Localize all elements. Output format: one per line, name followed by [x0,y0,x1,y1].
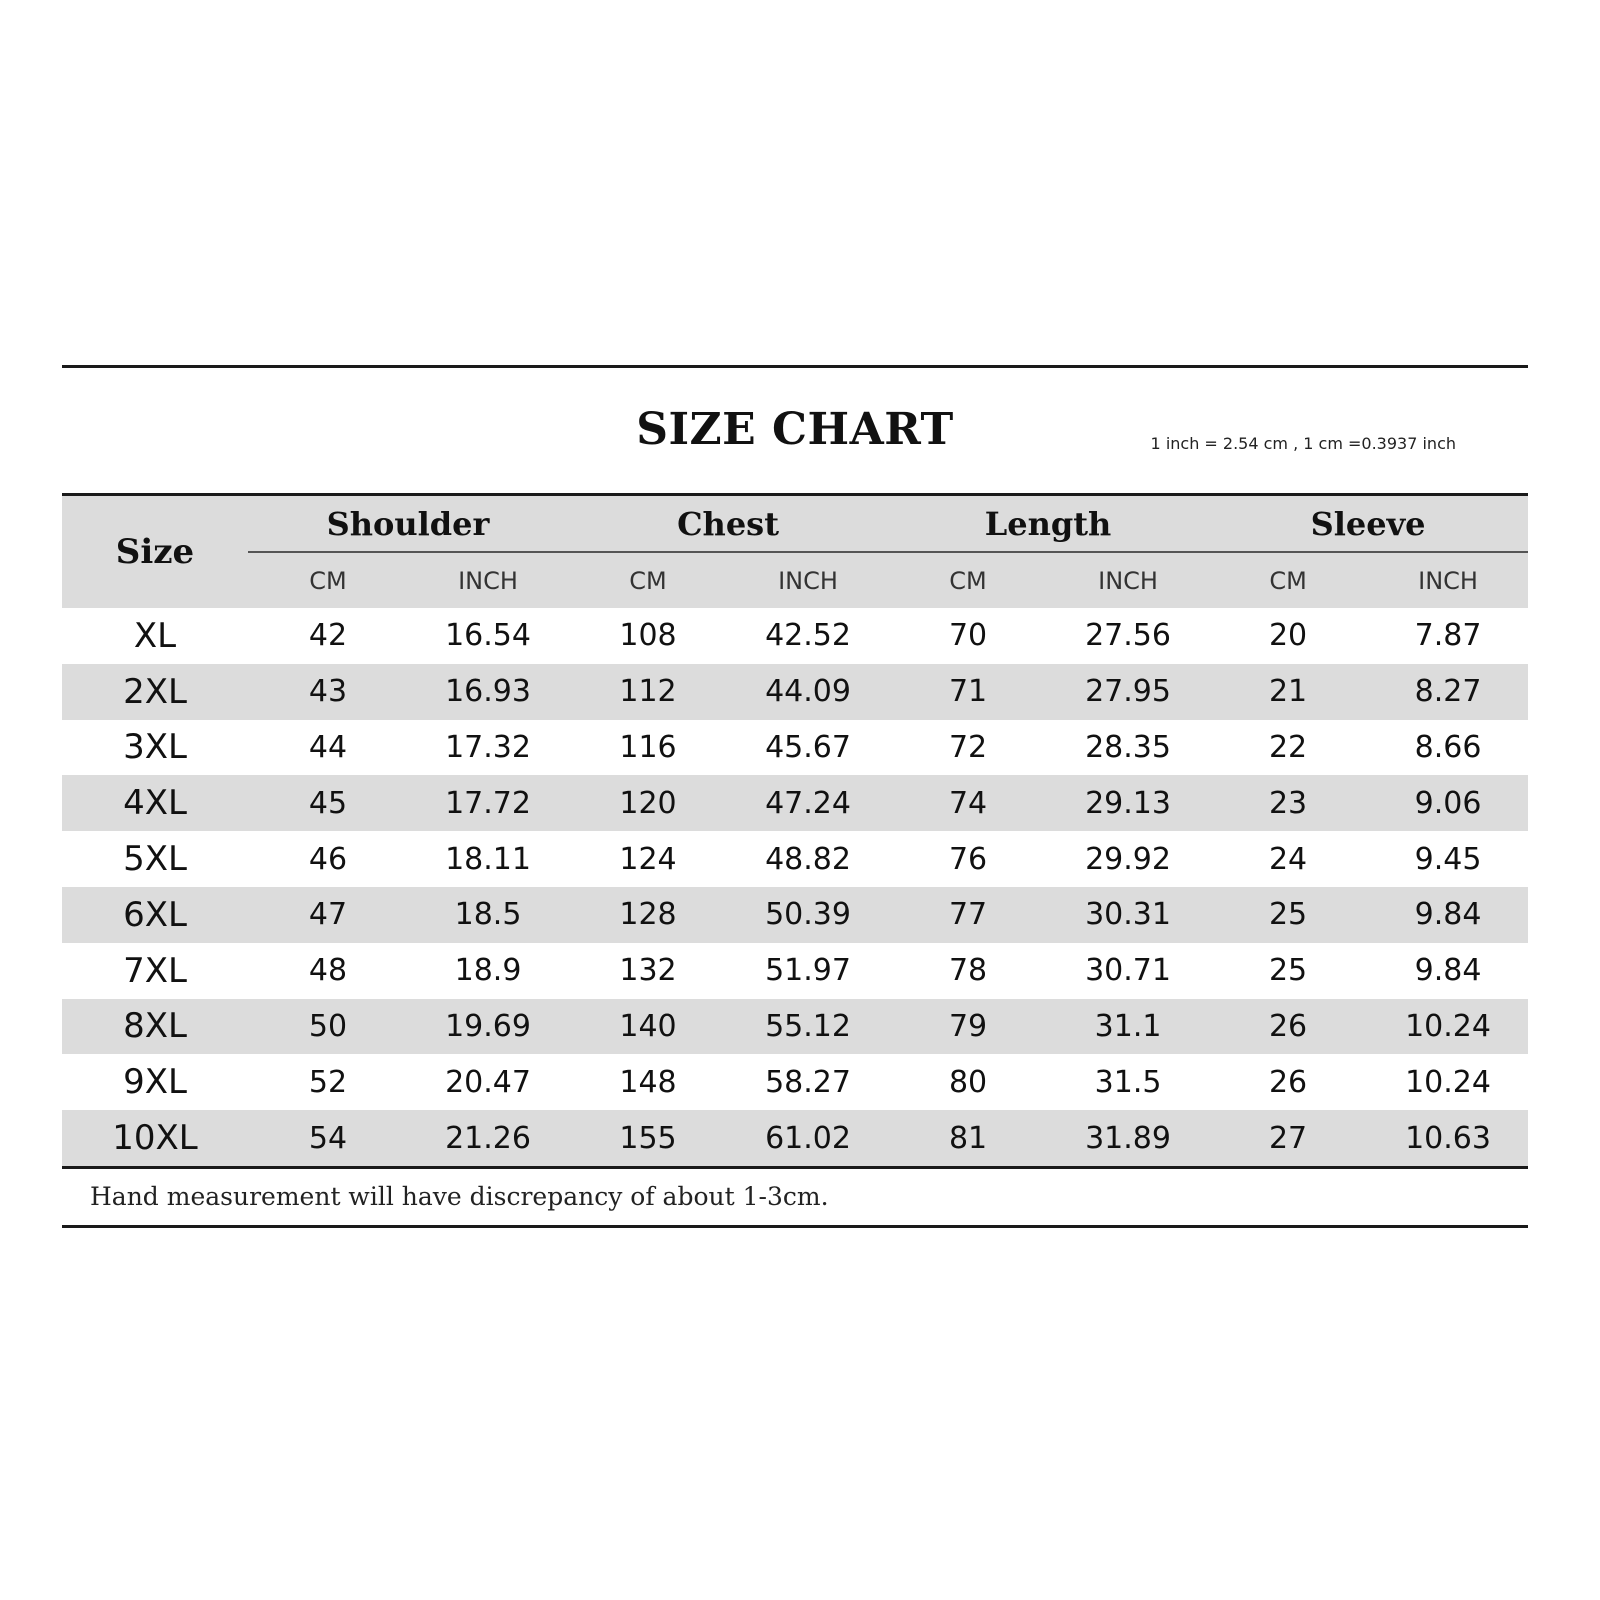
chest-inch-cell: 55.12 [728,999,888,1055]
size-cell: 10XL [62,1110,248,1167]
chest-inch-cell: 58.27 [765,1064,851,1100]
size-cell: XL [133,615,177,656]
chest-cm-cell: 155 [568,1110,728,1167]
length-inch-cell: 27.95 [1048,664,1208,720]
table-row [62,664,1528,720]
table-row [62,608,1528,664]
length-inch-cell: 29.13 [1048,775,1208,831]
shoulder-cm-cell: 47 [248,887,408,943]
table-row [62,1054,1528,1110]
unit-conversion-note: 1 inch = 2.54 cm , 1 cm =0.3937 inch [1150,434,1456,453]
length-inch-header: INCH [1048,552,1208,608]
table-row [62,943,1528,999]
shoulder-inch-header: INCH [408,552,568,608]
unit-header-row [62,552,1528,608]
table-row [62,1110,1528,1167]
table-header [62,495,1528,609]
sleeve-inch-header: INCH [1368,552,1528,608]
sleeve-inch-cell: 9.06 [1368,775,1528,831]
shoulder-cm-cell: 48 [308,953,348,989]
shoulder-cm-cell: 45 [248,775,408,831]
shoulder-inch-cell: 17.72 [408,775,568,831]
length-inch-cell: 28.35 [1085,729,1171,765]
table-row [62,831,1528,887]
shoulder-cm-cell: 54 [248,1110,408,1167]
shoulder-inch-cell: 19.69 [408,999,568,1055]
length-cm-cell: 77 [888,887,1048,943]
chest-cm-cell: 120 [568,775,728,831]
chest-inch-cell: 50.39 [728,887,888,943]
chest-inch-cell: 45.67 [765,729,851,765]
chest-inch-cell: 51.97 [765,953,851,989]
sleeve-inch-cell: 9.45 [1414,841,1482,877]
size-cell: 7XL [123,950,187,991]
shoulder-inch-cell: 16.54 [445,618,531,654]
size-cell: 3XL [123,727,187,768]
chest-cm-cell: 108 [619,618,677,654]
shoulder-cm-cell: 42 [308,618,348,654]
table-row [62,720,1528,776]
length-header: Length [888,495,1208,553]
length-cm-cell: 71 [888,664,1048,720]
chest-inch-cell: 42.52 [765,618,851,654]
shoulder-cm-header: CM [248,552,408,608]
shoulder-inch-cell: 16.93 [408,664,568,720]
chest-cm-cell: 148 [619,1064,677,1100]
length-cm-cell: 78 [948,953,988,989]
length-cm-cell: 74 [888,775,1048,831]
chest-cm-cell: 140 [568,999,728,1055]
length-cm-cell: 79 [888,999,1048,1055]
size-cell: 9XL [123,1062,187,1103]
length-inch-cell: 29.92 [1085,841,1171,877]
shoulder-header: Shoulder [248,495,568,553]
measure-header-row [62,495,1528,553]
sleeve-cm-cell: 25 [1268,953,1308,989]
sleeve-inch-cell: 10.24 [1368,999,1528,1055]
length-cm-cell: 81 [888,1110,1048,1167]
chest-inch-header: INCH [728,552,888,608]
sleeve-cm-cell: 26 [1208,999,1368,1055]
length-inch-cell: 31.1 [1048,999,1208,1055]
size-cell: 6XL [62,887,248,943]
sleeve-inch-cell: 8.27 [1368,664,1528,720]
size-column-header: Size [62,495,248,609]
shoulder-cm-cell: 44 [308,729,348,765]
chest-header: Chest [568,495,888,553]
sleeve-inch-cell: 7.87 [1414,618,1482,654]
length-cm-cell: 72 [948,729,988,765]
sleeve-header: Sleeve [1208,495,1528,553]
sleeve-cm-cell: 24 [1268,841,1308,877]
sleeve-cm-cell: 27 [1208,1110,1368,1167]
shoulder-inch-cell: 17.32 [445,729,531,765]
chest-cm-cell: 132 [619,953,677,989]
shoulder-cm-cell: 52 [308,1064,348,1100]
shoulder-inch-cell: 18.5 [408,887,568,943]
table-body [62,608,1528,1167]
length-inch-cell: 31.89 [1048,1110,1208,1167]
length-inch-cell: 30.71 [1085,953,1171,989]
chest-cm-cell: 116 [619,729,677,765]
sleeve-cm-cell: 26 [1268,1064,1308,1100]
sleeve-cm-cell: 23 [1208,775,1368,831]
shoulder-inch-cell: 21.26 [408,1110,568,1167]
shoulder-cm-cell: 43 [248,664,408,720]
size-cell: 2XL [62,664,248,720]
sleeve-inch-cell: 9.84 [1368,887,1528,943]
chest-inch-cell: 47.24 [728,775,888,831]
size-chart [62,365,1528,1228]
chest-cm-header: CM [568,552,728,608]
length-inch-cell: 31.5 [1094,1064,1162,1100]
length-inch-cell: 30.31 [1048,887,1208,943]
length-cm-cell: 76 [948,841,988,877]
shoulder-cm-cell: 50 [248,999,408,1055]
bottom-rule [62,1225,1528,1228]
size-cell: 8XL [62,999,248,1055]
sleeve-cm-cell: 25 [1208,887,1368,943]
chest-cm-cell: 124 [619,841,677,877]
sleeve-inch-cell: 10.63 [1368,1110,1528,1167]
title-row [62,368,1528,493]
chest-cm-cell: 128 [568,887,728,943]
shoulder-inch-cell: 20.47 [445,1064,531,1100]
sleeve-inch-cell: 8.66 [1414,729,1482,765]
sleeve-cm-cell: 21 [1208,664,1368,720]
table-row [62,887,1528,943]
chart-title: SIZE CHART [636,404,954,455]
sleeve-inch-cell: 9.84 [1414,953,1482,989]
sleeve-cm-header: CM [1208,552,1368,608]
sleeve-cm-cell: 22 [1268,729,1308,765]
measurement-footnote: Hand measurement will have discrepancy of about 1-3cm. [90,1181,829,1211]
table-row [62,775,1528,831]
sleeve-cm-cell: 20 [1268,618,1308,654]
chest-inch-cell: 61.02 [728,1110,888,1167]
chest-cm-cell: 112 [568,664,728,720]
length-cm-header: CM [888,552,1048,608]
length-inch-cell: 27.56 [1085,618,1171,654]
table-row [62,999,1528,1055]
size-table [62,493,1528,1169]
length-cm-cell: 70 [948,618,988,654]
shoulder-inch-cell: 18.11 [445,841,531,877]
chest-inch-cell: 44.09 [728,664,888,720]
sleeve-inch-cell: 10.24 [1405,1064,1491,1100]
shoulder-inch-cell: 18.9 [454,953,522,989]
shoulder-cm-cell: 46 [308,841,348,877]
chest-inch-cell: 48.82 [765,841,851,877]
size-cell: 5XL [123,839,187,880]
size-cell: 4XL [62,775,248,831]
length-cm-cell: 80 [948,1064,988,1100]
